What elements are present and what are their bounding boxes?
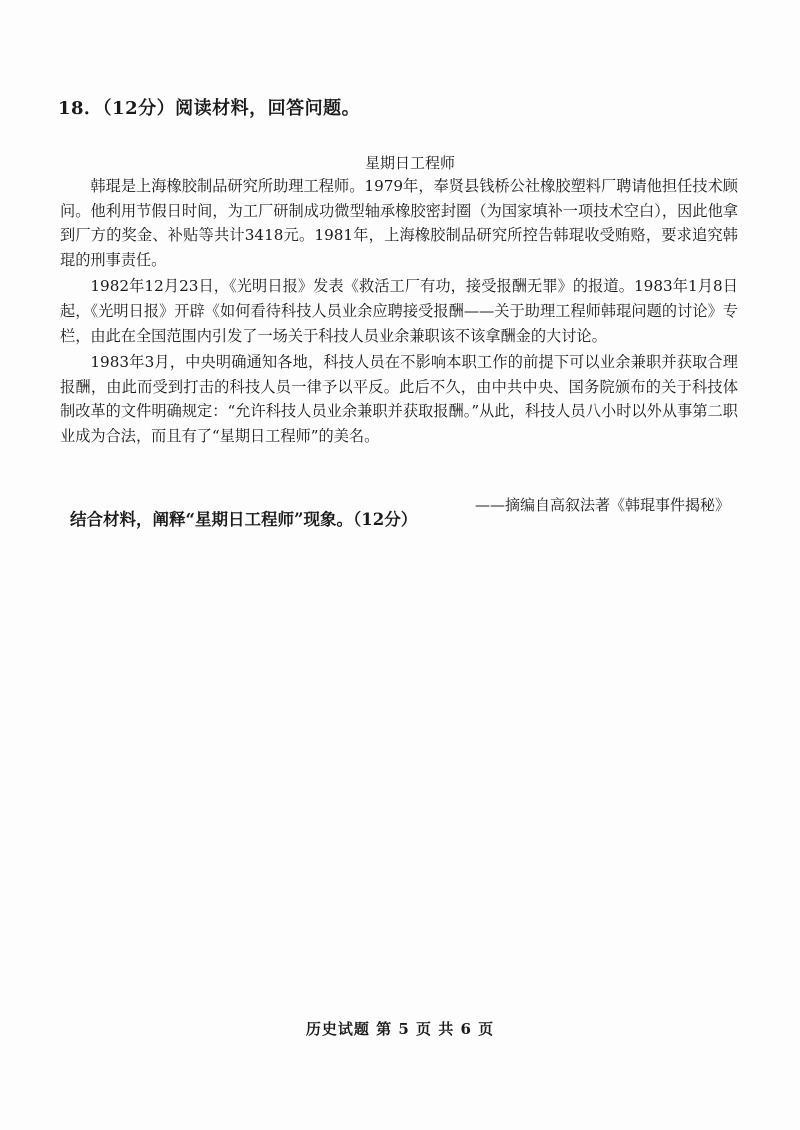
article-paragraph-1: 韩琨是上海橡胶制品研究所助理工程师。1979年，奉贤县钱桥公社橡胶塑料厂聘请他担任技术顾问。他利用节假日时间，为工厂研制成功微型轴承橡胶密封圈（为国家填补一项技术空白），因此他拿到厂方的奖金、补贴等共计3418元。1981年，上海橡胶制品研究所控告韩琨收受贿赂，要求追究韩琨的刑事责任。	[60, 177, 738, 269]
question-header: 18．（12分）阅读材料，回答问题。	[58, 98, 361, 119]
article-source: ——摘编自高叙法著《韩琨事件揭秘》	[474, 496, 730, 514]
article-paragraph-2: 1982年12月23日，《光明日报》发表《救活工厂有功，接受报酬无罪》的报道。1983年1月8日起，《光明日报》开辟《如何看待科技人员业余应聘接受报酬——关于助理工程师韩琨问题的讨论》专栏，由此在全国范围内引发了一场关于科技人员业余兼职该不该拿酬金的大讨论。	[60, 277, 738, 345]
article-body	[60, 174, 738, 451]
page-footer: 历史试题 第 5 页 共 6 页	[305, 1020, 495, 1038]
article-paragraph-3: 1983年3月，中央明确通知各地，科技人员在不影响本职工作的前提下可以业余兼职并获取合理报酬，由此而受到打击的科技人员一律予以平反。此后不久，由中共中央、国务院颁布的关于科技体制改革的文件明确规定：“允许科技人员业余兼职并获取报酬。”从此，科技人员八小时以外从事第二职业成为合法，而且有了“星期日工程师”的美名。	[60, 353, 738, 445]
question-prompt: 结合材料，阐释“星期日工程师”现象。（12分）	[70, 510, 418, 529]
article-title: 星期日工程师	[364, 154, 455, 172]
